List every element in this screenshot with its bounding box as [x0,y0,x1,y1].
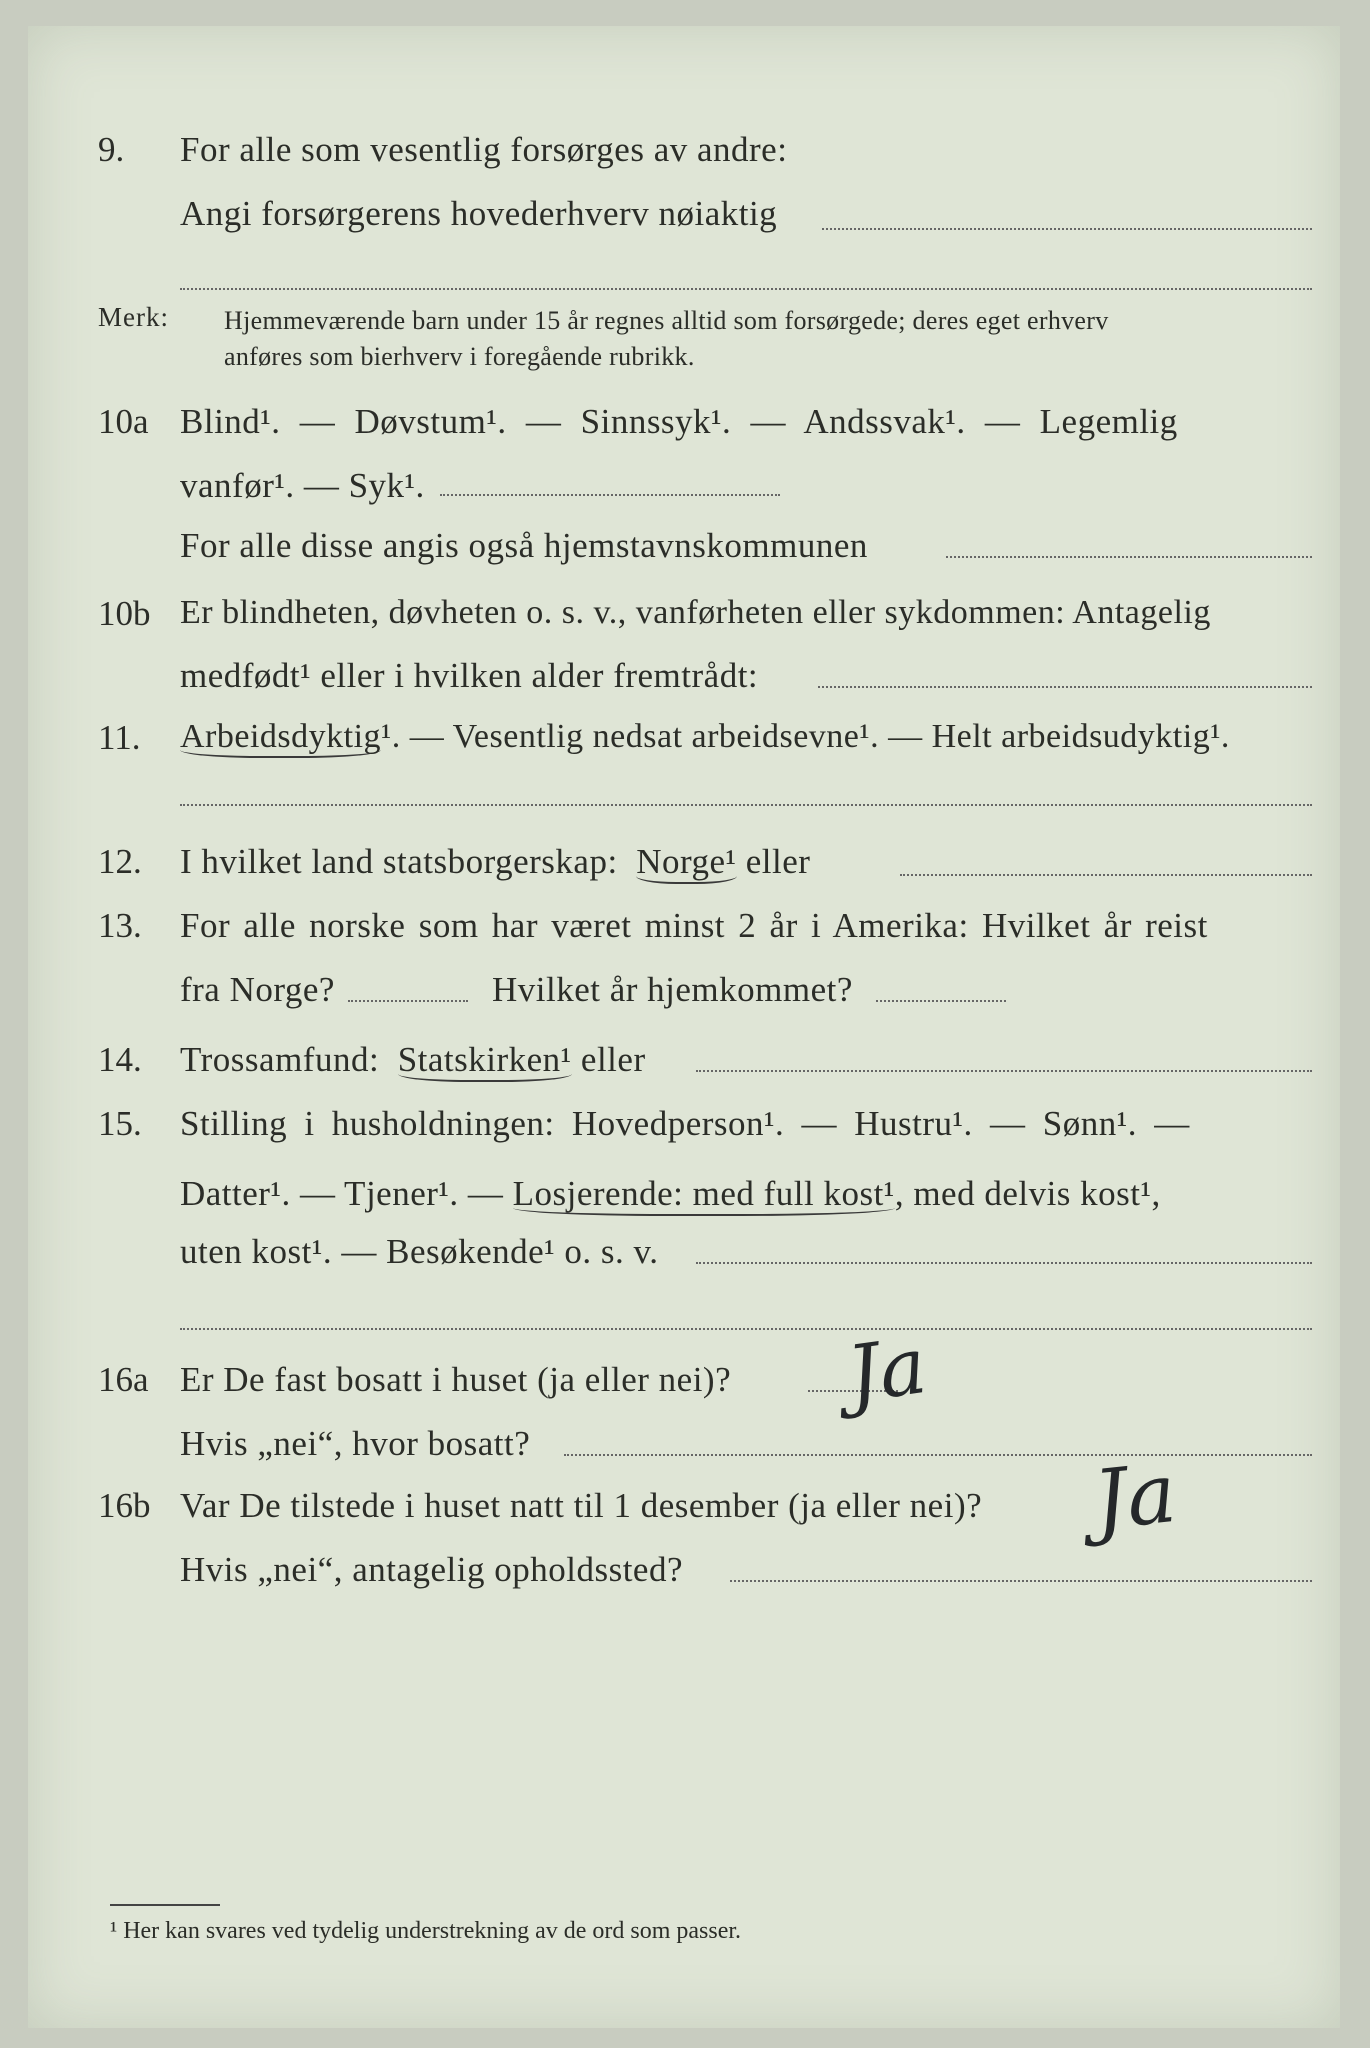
footnote-rule [110,1904,220,1906]
q11-rest: ¹. — Vesentlig nedsat arbeidsevne¹. — Helt arbeidsudyktig¹. [381,718,1230,755]
q13-line2a: fra Norge? [180,970,335,1009]
merk-label: Merk: [98,302,169,332]
q13-line1: For alle norske som har været minst 2 år i Amerika: Hvilket år reist [180,906,1208,945]
q16b-opholdssted-line [730,1580,1312,1582]
q15-losjerende-underlined: Losjerende: med full kost¹ [513,1174,895,1216]
q16a-line1: Er De fast bosatt i huset (ja eller nei)? [180,1360,732,1399]
q12-answer-line [900,874,1312,876]
q14-eller: eller [580,1040,646,1079]
q11-answer-line [180,804,1312,806]
q15-line2a: Datter¹. — Tjener¹. — [180,1174,504,1213]
q11-line [180,718,1230,756]
footnote: ¹ Her kan svares ved tydelig understrekning av de ord som passer. [110,1918,742,1944]
q13-line2b: Hvilket år hjemkommet? [492,970,853,1009]
q15-line3: uten kost¹. — Besøkende¹ o. s. v. [180,1232,659,1271]
q9-answer-line-2 [180,288,1312,290]
q14-number: 14. [98,1040,142,1079]
q12-eller: eller [745,842,811,881]
q16a-line2: Hvis „nei“, hvor bosatt? [180,1424,531,1463]
q10a-syk-line [440,494,780,496]
q10b-line1: Er blindheten, døvheten o. s. v., vanførheten eller sykdommen: Antagelig [180,594,1211,631]
q15-answer-line-2 [180,1328,1312,1330]
census-form-page [28,26,1340,2028]
q16a-number: 16a [98,1360,149,1399]
q9-answer-line [822,228,1312,230]
q12-number: 12. [98,842,142,881]
q13-hjemkommet-line [876,1000,1006,1002]
q10a-number: 10a [98,402,149,441]
q12-question: I hvilket land statsborgerskap: [180,842,618,881]
q14-question: Trossamfund: [180,1040,380,1079]
q13-number: 13. [98,906,142,945]
q14-line [180,1040,646,1080]
q10b-line2: medfødt¹ eller i hvilken alder fremtrådt: [180,656,759,695]
q11-arbeidsdyktig-underlined: Arbeidsdyktig [180,718,381,758]
q15-line2c: , med delvis kost¹, [894,1174,1161,1213]
q9-number: 9. [98,130,125,169]
merk-line1: Hjemmeværende barn under 15 år regnes alltid som forsørgede; deres eget erhverv [224,306,1109,335]
q10b-number: 10b [98,594,151,633]
q16b-line2: Hvis „nei“, antagelig opholdssted? [180,1550,683,1589]
q10a-line3: For alle disse angis også hjemstavnskommunen [180,526,868,565]
q15-answer-line [696,1262,1312,1264]
merk-line2: anføres som bierhverv i foregående rubrikk. [224,342,695,371]
q14-answer-line [696,1070,1312,1072]
q16b-line1: Var De tilstede i huset natt til 1 desember (ja eller nei)? [180,1486,983,1525]
q9-line1: For alle som vesentlig forsørges av andre: [180,130,788,169]
q15-line2 [180,1174,1161,1214]
q10b-answer-line [818,686,1312,688]
q15-number: 15. [98,1104,142,1143]
q9-line2: Angi forsørgerens hovederhverv nøiaktig [180,194,778,233]
q12-norge-underlined: Norge¹ [636,842,736,884]
q16a-bosatt-line [564,1454,1312,1456]
q14-statskirken-underlined: Statskirken¹ [398,1040,572,1082]
q16b-number: 16b [98,1486,151,1525]
q10a-line1: Blind¹. — Døvstum¹. — Sinnssyk¹. — Andssvak¹. — Legemlig [180,402,1178,441]
q12-line [180,842,810,882]
q16a-handwritten-answer: Ja [842,1321,932,1421]
q16b-handwritten-answer: Ja [1089,1445,1181,1550]
q15-line1: Stilling i husholdningen: Hovedperson¹. — Hustru¹. — Sønn¹. — [180,1104,1190,1143]
q13-reist-line [348,1000,468,1002]
q10a-line2: vanfør¹. — Syk¹. [180,466,425,505]
q11-number: 11. [98,718,141,757]
q10a-kommune-line [946,556,1312,558]
